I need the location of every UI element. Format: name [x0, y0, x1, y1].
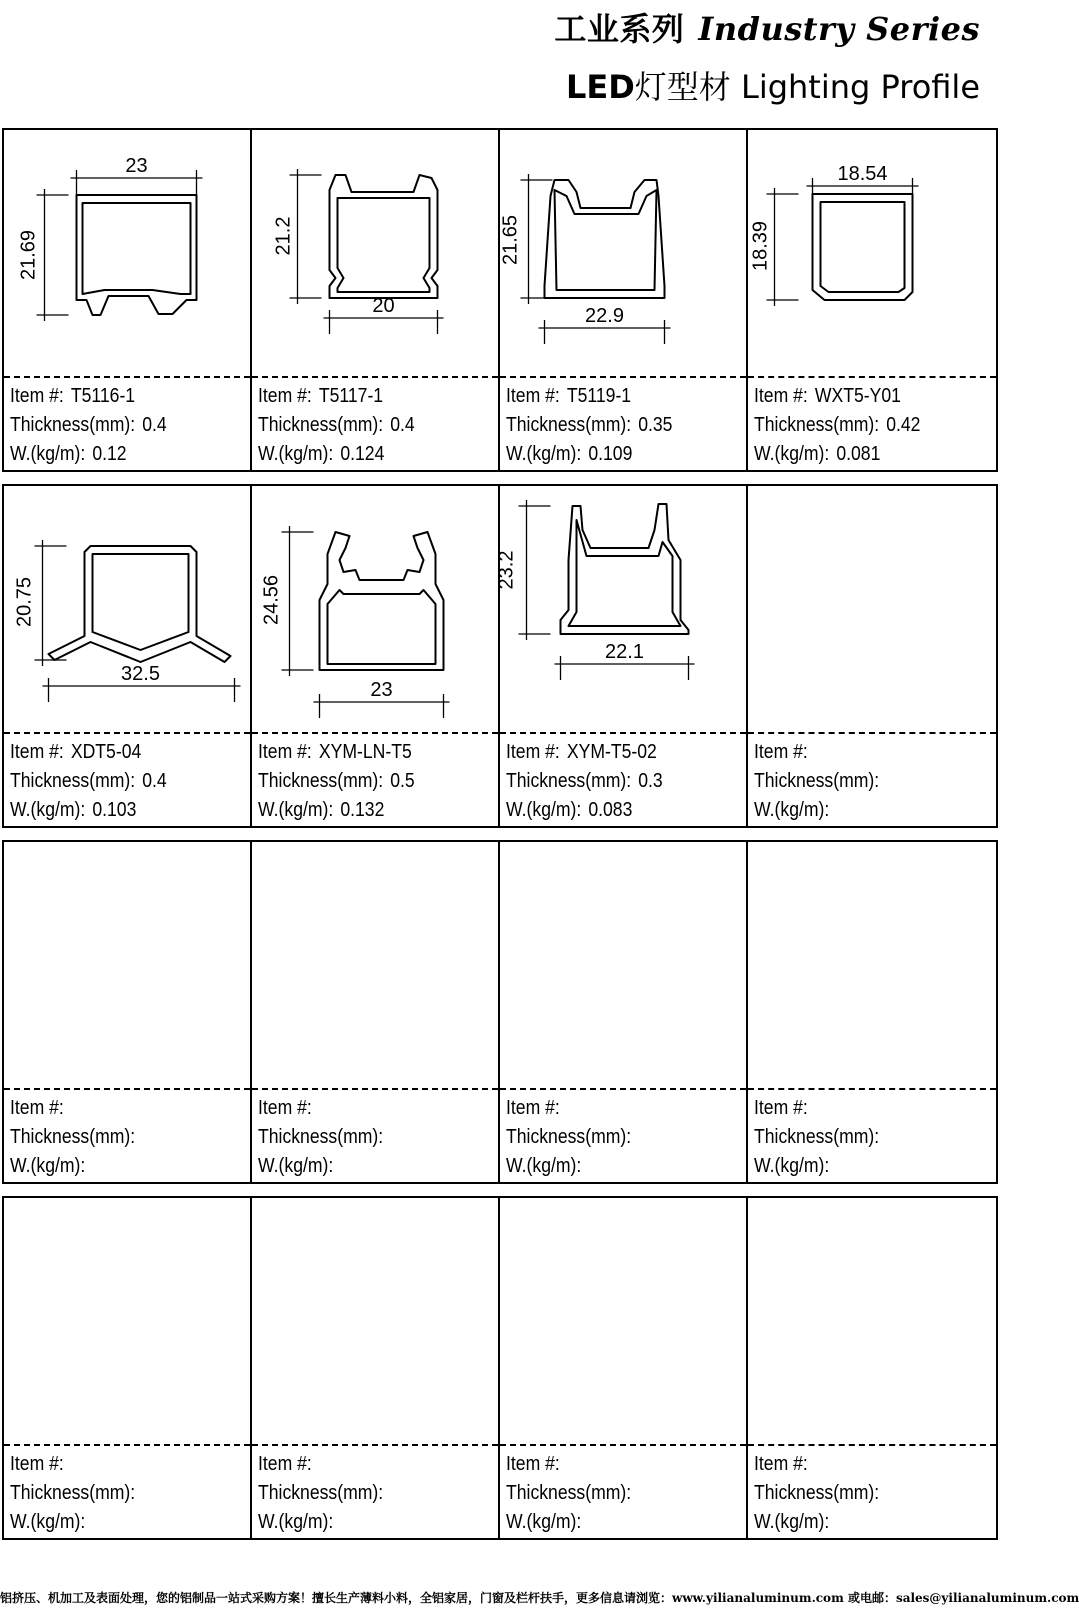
- profile-specs: [506, 738, 663, 825]
- profile-specs: [10, 382, 167, 469]
- profile-drawing: [252, 130, 498, 370]
- weight-line: [258, 796, 415, 825]
- profile-card: [748, 842, 996, 1182]
- thickness-line: [506, 1479, 638, 1508]
- weight-label: W.(kg/m):: [258, 1511, 334, 1533]
- separator: [4, 1088, 250, 1090]
- item-number-label: Item #:: [754, 741, 808, 763]
- profile-specs: [754, 1450, 886, 1537]
- item-number-value: XYM-LN-T5: [318, 741, 412, 763]
- profile-card: [4, 842, 252, 1182]
- item-number-line: [10, 738, 167, 767]
- item-number-line: [506, 738, 663, 767]
- profile-drawing: [4, 486, 250, 726]
- weight-value: 0.081: [836, 443, 881, 465]
- weight-value: 0.109: [588, 443, 633, 465]
- category-en: Lighting Profile: [740, 68, 980, 106]
- thickness-line: [754, 1479, 886, 1508]
- weight-line: [506, 1152, 638, 1181]
- item-number-label: Item #:: [506, 741, 560, 763]
- weight-value: 0.083: [588, 799, 633, 821]
- profile-specs: [506, 382, 672, 469]
- thickness-line: [258, 1123, 390, 1152]
- thickness-label: Thickness(mm):: [258, 770, 384, 792]
- series-title-cn: 工业系列: [554, 10, 685, 48]
- thickness-line: [10, 1123, 142, 1152]
- category-cn: 灯型材: [634, 68, 731, 106]
- dimension-value: 21.65: [499, 214, 522, 266]
- thickness-label: Thickness(mm):: [258, 1126, 384, 1148]
- profile-card: [4, 486, 252, 826]
- weight-line: [506, 440, 672, 469]
- thickness-line: [10, 1479, 142, 1508]
- profile-specs: [258, 738, 415, 825]
- item-number-line: [10, 1094, 142, 1123]
- profile-outline: [49, 546, 231, 662]
- separator: [500, 732, 746, 734]
- separator: [748, 732, 996, 734]
- item-number-line: [10, 1450, 142, 1479]
- series-title-en: Industry Series: [698, 10, 980, 48]
- item-number-label: Item #:: [258, 385, 312, 407]
- profile-card: [252, 130, 500, 470]
- footer-contact: 铝挤压、机加工及表面处理，您的铝制品一站式采购方案！擅长生产薄料小料，全铝家居，门窗及栏杆扶手，更多信息请浏览：www.yilianaluminum.com 或电邮：sales@yilianaluminum.com: [0, 1591, 1079, 1605]
- thickness-label: Thickness(mm):: [754, 1126, 880, 1148]
- item-number-line: [754, 738, 886, 767]
- profile-specs: [258, 1094, 390, 1181]
- thickness-label: Thickness(mm):: [754, 770, 880, 792]
- weight-label: W.(kg/m):: [506, 799, 582, 821]
- profile-cross-section: [500, 130, 746, 370]
- item-number-line: [506, 1094, 638, 1123]
- profile-card: [252, 486, 500, 826]
- dimension-line: [519, 500, 551, 640]
- profile-drawing: [748, 486, 996, 726]
- separator: [500, 1088, 746, 1090]
- item-number-label: Item #:: [258, 1097, 312, 1119]
- item-number-label: Item #:: [258, 1453, 312, 1475]
- profile-specs: [258, 382, 415, 469]
- dimension-line: [282, 526, 314, 676]
- dimension-value: 23.2: [495, 550, 518, 590]
- weight-line: [506, 796, 663, 825]
- profile-specs: [506, 1450, 638, 1537]
- item-number-value: T5119-1: [566, 385, 632, 407]
- item-number-line: [754, 1094, 886, 1123]
- profile-card: [500, 842, 748, 1182]
- thickness-line: [754, 1123, 886, 1152]
- item-number-label: Item #:: [506, 385, 560, 407]
- weight-label: W.(kg/m):: [754, 443, 830, 465]
- weight-label: W.(kg/m):: [258, 799, 334, 821]
- item-number-label: Item #:: [506, 1453, 560, 1475]
- thickness-label: Thickness(mm):: [10, 1126, 136, 1148]
- weight-line: [10, 1152, 142, 1181]
- weight-line: [10, 440, 167, 469]
- separator: [748, 1088, 996, 1090]
- dimension-value: 21.2: [272, 216, 295, 256]
- profile-drawing: [252, 1198, 498, 1438]
- item-number-line: [10, 382, 167, 411]
- profile-cross-section: [4, 130, 250, 370]
- dimension-value: 24.56: [260, 574, 283, 626]
- thickness-label: Thickness(mm):: [754, 1482, 880, 1504]
- item-number-value: T5116-1: [70, 385, 136, 407]
- separator: [4, 1444, 250, 1446]
- thickness-value: 0.35: [638, 414, 673, 436]
- separator: [4, 376, 250, 378]
- profile-drawing: [4, 842, 250, 1082]
- weight-line: [10, 1508, 142, 1537]
- thickness-label: Thickness(mm):: [506, 1126, 632, 1148]
- weight-value: 0.12: [92, 443, 127, 465]
- item-number-label: Item #:: [10, 1097, 64, 1119]
- weight-value: 0.124: [340, 443, 385, 465]
- profile-drawing: [500, 130, 746, 370]
- separator: [748, 376, 996, 378]
- weight-label: W.(kg/m):: [506, 1511, 582, 1533]
- item-number-label: Item #:: [754, 385, 808, 407]
- weight-label: W.(kg/m):: [506, 443, 582, 465]
- profile-cross-section: [4, 486, 250, 726]
- profile-specs: [10, 1094, 142, 1181]
- profile-card: [748, 486, 996, 826]
- profile-drawing: [500, 1198, 746, 1438]
- item-number-value: XYM-T5-02: [566, 741, 657, 763]
- weight-value: 0.132: [340, 799, 385, 821]
- profile-specs: [754, 738, 886, 825]
- profile-row: [2, 128, 998, 472]
- profile-outline: [813, 194, 913, 300]
- profile-row: [2, 484, 998, 828]
- thickness-value: 0.42: [886, 414, 921, 436]
- item-number-line: [506, 382, 672, 411]
- weight-label: W.(kg/m):: [754, 1155, 830, 1177]
- item-number-value: T5117-1: [318, 385, 384, 407]
- profile-card: [495, 486, 748, 826]
- thickness-value: 0.4: [390, 414, 415, 436]
- separator: [748, 1444, 996, 1446]
- dimension-line: [37, 189, 69, 321]
- profile-cross-section: [252, 130, 498, 370]
- profile-row: [2, 840, 998, 1184]
- profile-outline: [320, 532, 444, 670]
- profile-outline: [338, 198, 430, 292]
- profile-card: [500, 130, 748, 470]
- item-number-line: [754, 382, 920, 411]
- separator: [252, 1444, 498, 1446]
- thickness-label: Thickness(mm):: [10, 414, 136, 436]
- thickness-value: 0.3: [638, 770, 663, 792]
- thickness-line: [10, 411, 167, 440]
- thickness-line: [10, 767, 167, 796]
- dimension-value: 22.9: [585, 305, 624, 327]
- thickness-label: Thickness(mm):: [506, 1482, 632, 1504]
- item-number-line: [258, 738, 415, 767]
- profile-row: [2, 1196, 998, 1540]
- thickness-line: [258, 767, 415, 796]
- thickness-line: [506, 411, 672, 440]
- weight-line: [258, 440, 415, 469]
- weight-line: [754, 440, 920, 469]
- weight-label: W.(kg/m):: [10, 799, 86, 821]
- thickness-label: Thickness(mm):: [10, 1482, 136, 1504]
- category-title: [566, 62, 980, 108]
- item-number-label: Item #:: [10, 385, 64, 407]
- thickness-label: Thickness(mm):: [506, 414, 632, 436]
- item-number-line: [754, 1450, 886, 1479]
- profile-outline: [821, 202, 905, 292]
- separator: [4, 732, 250, 734]
- separator: [500, 1444, 746, 1446]
- category-led: LED: [565, 68, 635, 106]
- thickness-label: Thickness(mm):: [10, 770, 136, 792]
- thickness-line: [258, 1479, 390, 1508]
- weight-label: W.(kg/m):: [754, 1511, 830, 1533]
- profile-specs: [754, 1094, 886, 1181]
- profile-card: [252, 842, 500, 1182]
- item-number-label: Item #:: [506, 1097, 560, 1119]
- profile-drawing: [252, 842, 498, 1082]
- thickness-line: [506, 767, 663, 796]
- weight-value: 0.103: [92, 799, 137, 821]
- thickness-label: Thickness(mm):: [258, 414, 384, 436]
- dimension-value: 23: [125, 155, 148, 177]
- weight-label: W.(kg/m):: [754, 799, 830, 821]
- profile-card: [748, 1198, 996, 1538]
- thickness-line: [506, 1123, 638, 1152]
- dimension-value: 23: [370, 679, 393, 701]
- thickness-line: [754, 411, 920, 440]
- weight-label: W.(kg/m):: [10, 1155, 86, 1177]
- thickness-line: [258, 411, 415, 440]
- item-number-label: Item #:: [258, 741, 312, 763]
- weight-label: W.(kg/m):: [258, 1155, 334, 1177]
- profile-outline: [561, 504, 689, 634]
- weight-label: W.(kg/m):: [258, 443, 334, 465]
- weight-line: [506, 1508, 638, 1537]
- weight-line: [754, 1152, 886, 1181]
- dimension-value: 22.1: [605, 641, 644, 663]
- profile-outline: [330, 175, 438, 298]
- weight-line: [258, 1152, 390, 1181]
- weight-label: W.(kg/m):: [10, 1511, 86, 1533]
- profile-card: [4, 130, 252, 470]
- separator: [252, 376, 498, 378]
- weight-label: W.(kg/m):: [10, 443, 86, 465]
- profile-specs: [10, 1450, 142, 1537]
- profile-specs: [506, 1094, 638, 1181]
- profile-drawing: [4, 130, 250, 370]
- profile-drawing: [748, 1198, 996, 1438]
- dimension-value: 18.39: [749, 220, 772, 272]
- item-number-label: Item #:: [754, 1097, 808, 1119]
- thickness-label: Thickness(mm):: [754, 414, 880, 436]
- profile-outline: [83, 203, 191, 294]
- profile-drawing: [495, 486, 746, 726]
- profile-drawing: [500, 842, 746, 1082]
- profile-specs: [258, 1450, 390, 1537]
- profile-outline: [328, 590, 436, 664]
- profile-outline: [93, 554, 189, 650]
- profile-card: [252, 1198, 500, 1538]
- profile-drawing: [252, 486, 498, 726]
- dimension-value: 18.54: [837, 163, 888, 185]
- weight-line: [258, 1508, 390, 1537]
- item-number-line: [258, 382, 415, 411]
- item-number-label: Item #:: [10, 741, 64, 763]
- dimension-value: 32.5: [121, 663, 160, 685]
- profile-outline: [555, 190, 657, 290]
- profile-card: [748, 130, 996, 470]
- profile-cross-section: [252, 486, 498, 726]
- profile-specs: [10, 738, 167, 825]
- thickness-value: 0.4: [142, 770, 167, 792]
- thickness-label: Thickness(mm):: [258, 1482, 384, 1504]
- profile-drawing: [748, 842, 996, 1082]
- thickness-value: 0.5: [390, 770, 415, 792]
- thickness-value: 0.4: [142, 414, 167, 436]
- separator: [500, 376, 746, 378]
- profile-cross-section: [495, 486, 746, 726]
- weight-line: [10, 796, 167, 825]
- profile-drawing: [748, 130, 996, 370]
- dimension-value: 21.69: [17, 229, 40, 281]
- item-number-label: Item #:: [754, 1453, 808, 1475]
- weight-line: [754, 1508, 886, 1537]
- thickness-line: [754, 767, 886, 796]
- item-number-line: [258, 1094, 390, 1123]
- separator: [252, 732, 498, 734]
- profile-card: [4, 1198, 252, 1538]
- profile-drawing: [4, 1198, 250, 1438]
- profile-card: [500, 1198, 748, 1538]
- profile-outline: [77, 195, 197, 315]
- profile-specs: [754, 382, 920, 469]
- item-number-value: WXT5-Y01: [814, 385, 901, 407]
- dimension-value: 20.75: [13, 576, 36, 628]
- item-number-value: XDT5-04: [70, 741, 142, 763]
- weight-label: W.(kg/m):: [506, 1155, 582, 1177]
- weight-line: [754, 796, 886, 825]
- thickness-label: Thickness(mm):: [506, 770, 632, 792]
- item-number-line: [258, 1450, 390, 1479]
- profile-cross-section: [748, 130, 996, 370]
- series-title: [554, 4, 980, 50]
- separator: [252, 1088, 498, 1090]
- item-number-label: Item #:: [10, 1453, 64, 1475]
- dimension-value: 20: [372, 295, 395, 317]
- item-number-line: [506, 1450, 638, 1479]
